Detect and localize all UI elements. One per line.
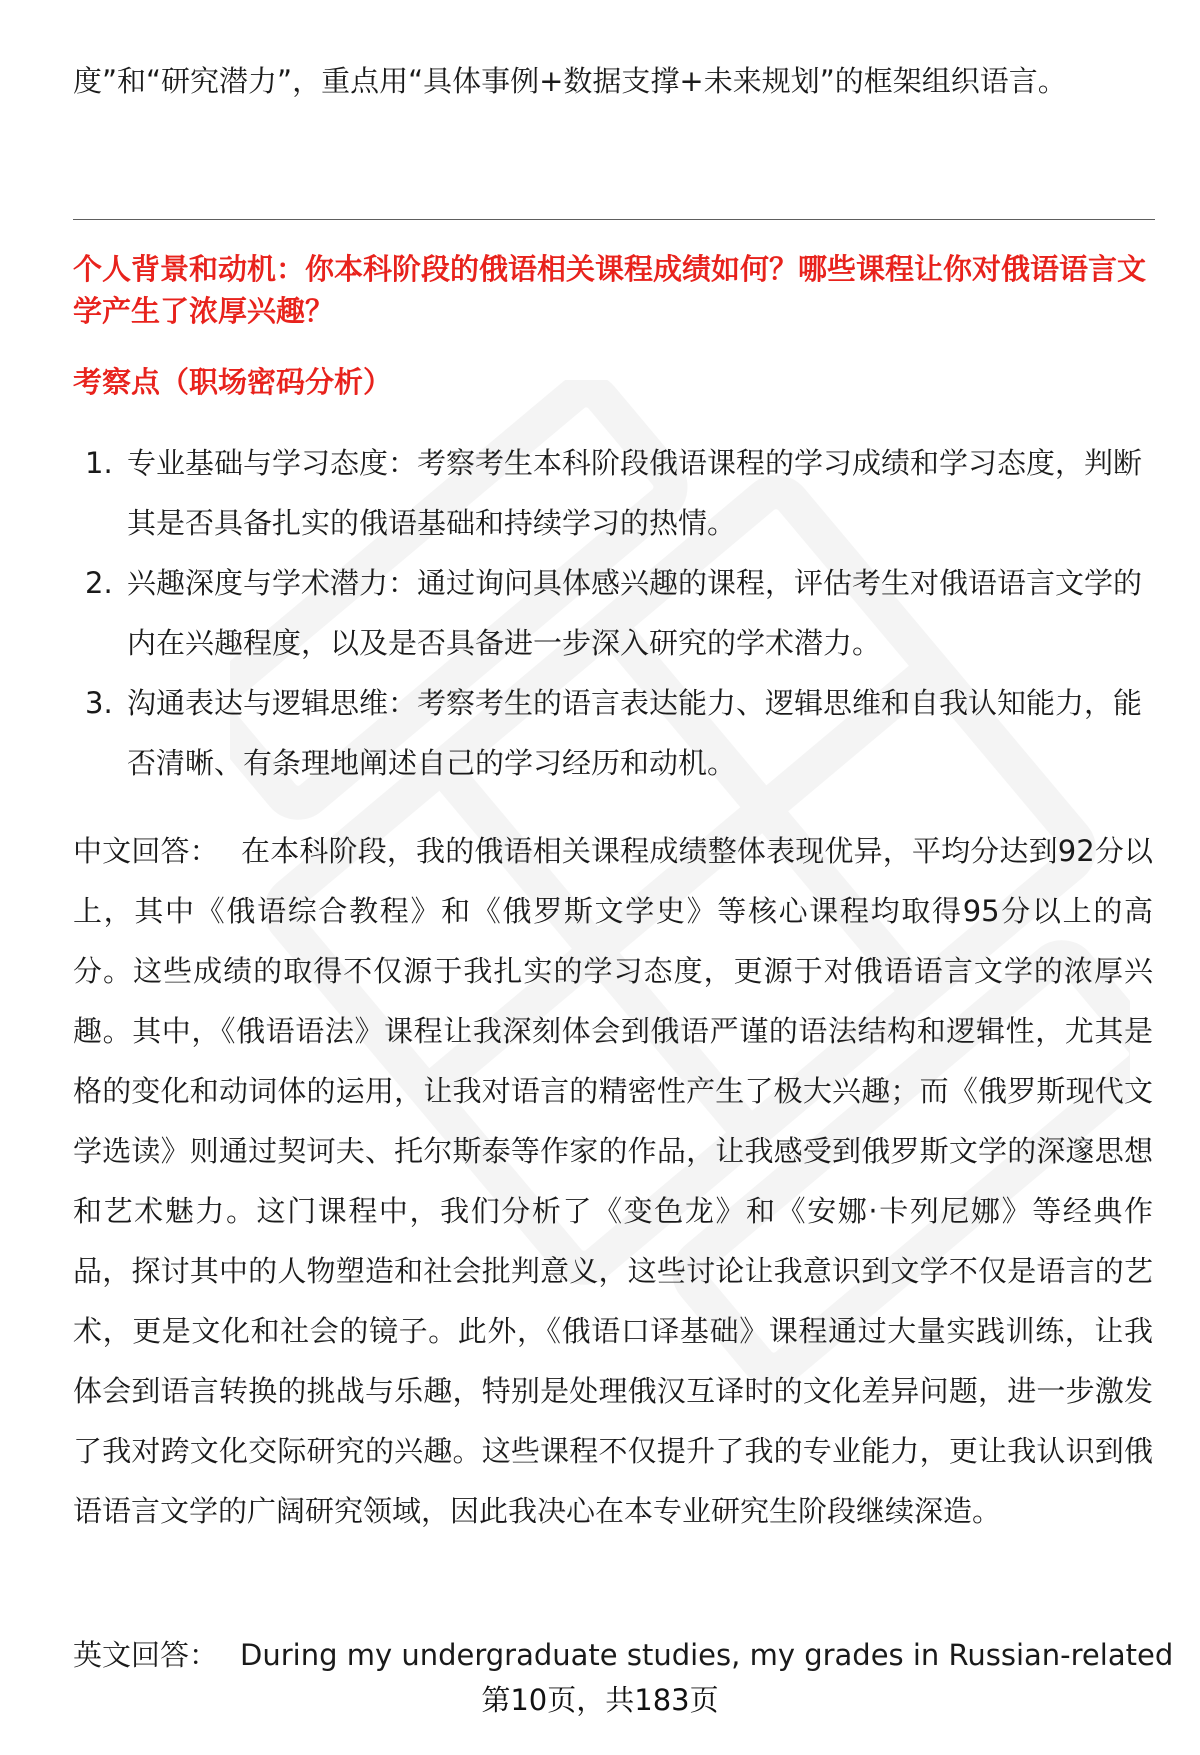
english-answer-paragraph xyxy=(73,1625,1174,1685)
intro-paragraph: 度”和“研究潜力”，重点用“具体事例+数据支撑+未来规划”的框架组织语言。 xyxy=(73,64,1067,98)
page-number-footer: 第10页，共183页 xyxy=(481,1683,719,1717)
exam-point-text: 专业基础与学习态度：考察考生本科阶段俄语课程的学习成绩和学习态度，判断其是否具备扎实的俄语基础和持续学习的热情。 xyxy=(127,446,1143,540)
english-answer-label: 英文回答： xyxy=(73,1638,219,1672)
exam-point-number: 2. xyxy=(85,566,113,600)
question-heading: 个人背景和动机：你本科阶段的俄语相关课程成绩如何？哪些课程让你对俄语语言文学产生了浓厚兴趣？ xyxy=(73,252,1147,328)
english-answer-text: During my undergraduate studies, my grades in Russian-related xyxy=(240,1638,1174,1672)
exam-point-item xyxy=(73,433,1153,553)
exam-point-text: 沟通表达与逻辑思维：考察考生的语言表达能力、逻辑思维和自我认知能力，能否清晰、有条理地阐述自己的学习经历和动机。 xyxy=(127,686,1143,780)
exam-points-heading: 考察点（职场密码分析） xyxy=(73,365,393,399)
exam-point-number: 3. xyxy=(85,686,113,720)
exam-point-item xyxy=(73,673,1153,793)
exam-point-number: 1. xyxy=(85,446,113,480)
section-divider xyxy=(73,219,1155,220)
chinese-answer-paragraph xyxy=(73,821,1153,1541)
exam-point-item xyxy=(73,553,1153,673)
exam-points-list xyxy=(73,433,1153,793)
chinese-answer-text: 在本科阶段，我的俄语相关课程成绩整体表现优异，平均分达到92分以上，其中《俄语综合教程》和《俄罗斯文学史》等核心课程均取得95分以上的高分。这些成绩的取得不仅源于我扎实的学习态度，更源于对俄语语言文学的浓厚兴趣。其中，《俄语语法》课程让我深刻体会到俄语严谨的语法结构和逻辑性，尤其是格的变化和动词体的运用，让我对语言的精密性产生了极大兴趣；而《俄罗斯现代文学选读》则通过契诃夫、托尔斯泰等作家的作品，让我感受到俄罗斯文学的深邃思想和艺术魅力。这门课程中，我们分析了《变色龙》和《安娜·卡列尼娜》等经典作品，探讨其中的人物塑造和社会批判意义，这些讨论让我意识到文学不仅是语言的艺术，更是文化和社会的镜子。此外，《俄语口译基础》课程通过大量实践训练，让我体会到语言转换的挑战与乐趣，特别是处理俄汉互译时的文化差异问题，进一步激发了我对跨文化交际研究的兴趣。这些课程不仅提升了我的专业能力，更让我认识到俄语语言文学的广阔研究领域，因此我决心在本专业研究生阶段继续深造。 xyxy=(73,834,1153,1528)
exam-point-text: 兴趣深度与学术潜力：通过询问具体感兴趣的课程，评估考生对俄语语言文学的内在兴趣程度，以及是否具备进一步深入研究的学术潜力。 xyxy=(127,566,1143,660)
chinese-answer-label: 中文回答： xyxy=(73,834,219,868)
